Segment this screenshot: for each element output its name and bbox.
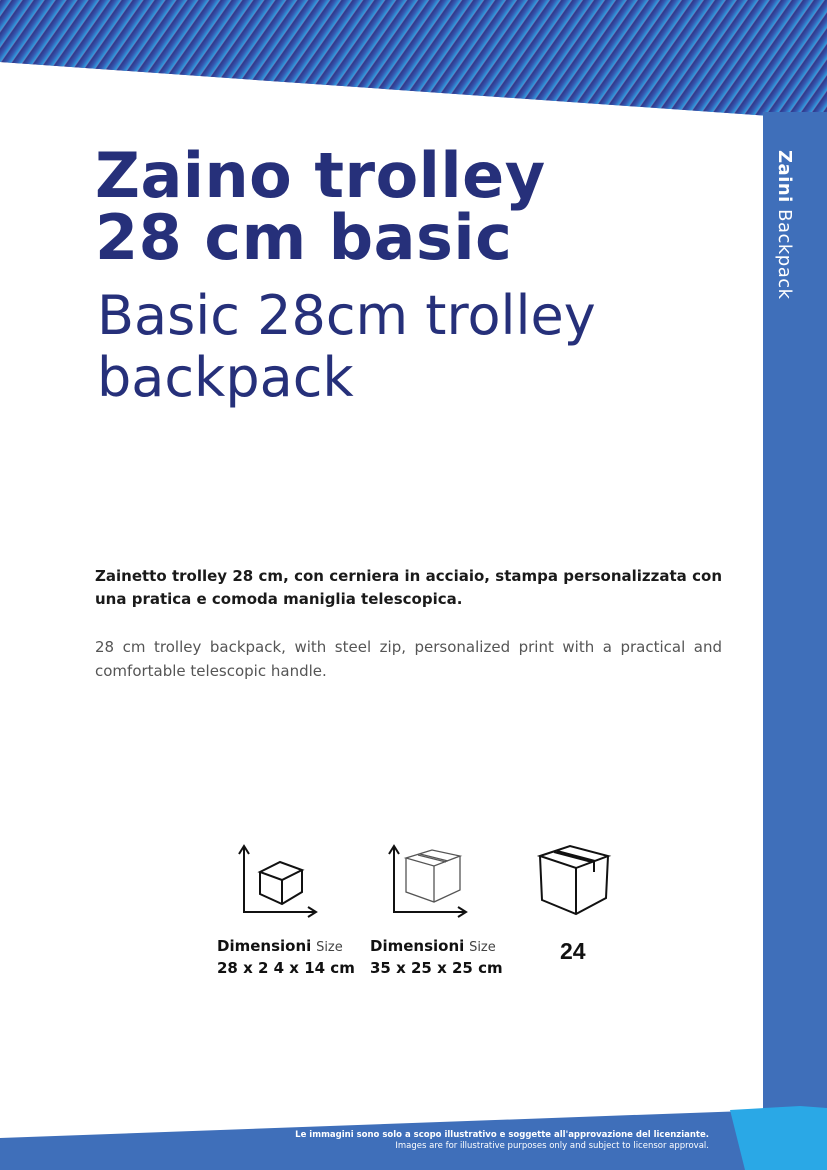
description-en: 28 cm trolley backpack, with steel zip, personalized print with a practical and comfortable telescopic handle. [95, 638, 722, 680]
category-label-en: Backpack [774, 209, 795, 300]
product-size-value: 28 x 2 4 x 14 cm [217, 959, 355, 977]
product-title-en: Basic 28cm trolley backpack [97, 284, 596, 409]
carton-size-sublabel: Size [469, 940, 496, 955]
category-label [774, 150, 795, 300]
product-size-sublabel: Size [316, 940, 343, 955]
carton-size-spec [370, 936, 503, 979]
category-label-it: Zaini [774, 150, 795, 203]
carton-size-value: 35 x 25 x 25 cm [370, 959, 503, 977]
disclaimer-it: Le immagini sono solo a scopo illustrativo e soggette all'approvazione del licenziante. [295, 1130, 709, 1140]
carton-size-label: Dimensioni [370, 937, 465, 955]
product-title-it [95, 139, 615, 274]
disclaimer-en: Images are for illustrative purposes only and subject to licensor approval. [395, 1141, 709, 1151]
carton-dimensions-icon [386, 842, 470, 918]
side-band [763, 112, 827, 1112]
top-decorative-band [0, 0, 827, 120]
product-title-it-text: Zaino trolley 28 cm basic [95, 139, 546, 274]
product-size-label: Dimensioni [217, 937, 312, 955]
box-quantity-icon [536, 842, 612, 920]
box-quantity: 24 [560, 938, 586, 964]
product-size-spec [217, 936, 355, 979]
description-it: Zainetto trolley 28 cm, con cerniera in acciaio, stampa personalizzata con una pratica e comoda maniglia telescopica. [95, 567, 722, 608]
product-dimensions-icon [236, 842, 320, 918]
disclaimer [295, 1130, 709, 1152]
